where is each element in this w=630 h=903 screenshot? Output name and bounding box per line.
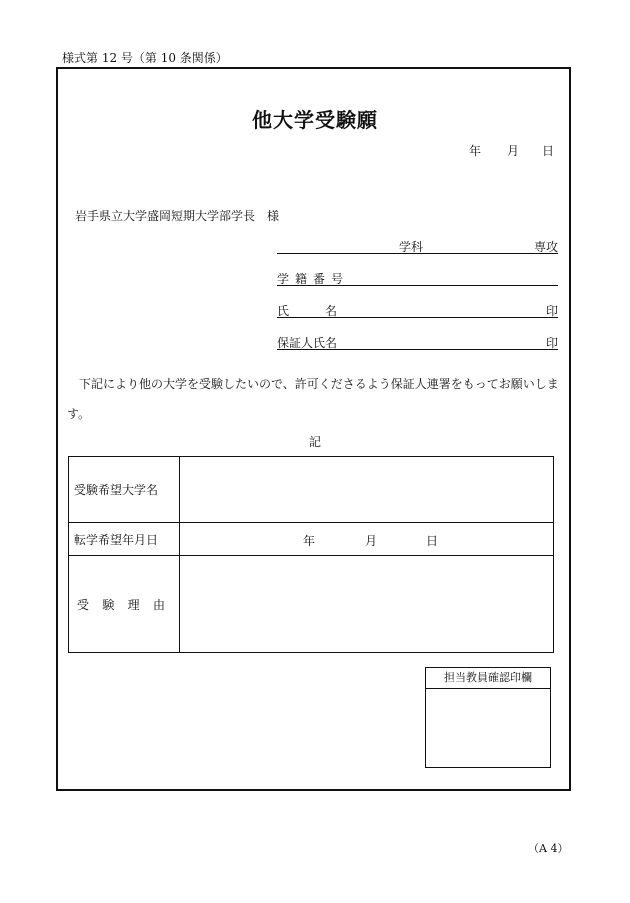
name-label-b: 名	[325, 304, 338, 318]
name-seal: 印	[546, 304, 559, 318]
date-day: 日	[542, 144, 555, 158]
transfer-year: 年	[303, 534, 316, 548]
reason-char: 受	[77, 597, 90, 612]
student-id-label: 学籍番号	[277, 272, 350, 286]
reason-char: 験	[102, 597, 115, 612]
request-text: 下記により他の大学を受験したいので、許可くださるよう保証人連署をもってお願いします。	[67, 377, 559, 421]
table-row	[69, 523, 554, 556]
univ-input[interactable]	[180, 457, 554, 523]
table-row	[69, 556, 554, 653]
reason-char: 由	[152, 597, 165, 612]
transfer-date-input[interactable]	[180, 523, 554, 556]
date-month: 月	[507, 144, 520, 158]
name-line[interactable]	[277, 303, 558, 318]
reason-char: 理	[127, 597, 140, 612]
department-label: 学科	[399, 240, 424, 254]
application-table	[68, 456, 554, 653]
reason-input[interactable]	[180, 556, 554, 653]
addressee: 岩手県立大学盛岡短期大学部学長 様	[75, 209, 280, 223]
table-row	[69, 457, 554, 523]
ki-heading: 記	[308, 435, 321, 449]
paper-size: （A 4）	[528, 842, 569, 855]
page-title: 他大学受験願	[252, 108, 378, 132]
name-label-a: 氏	[277, 304, 290, 318]
guarantor-seal: 印	[546, 336, 559, 350]
transfer-day: 日	[426, 534, 439, 548]
transfer-month: 月	[365, 534, 378, 548]
reason-label	[69, 556, 180, 653]
teacher-seal-label: 担当教員確認印欄	[426, 668, 550, 689]
transfer-label: 転学希望年月日	[69, 523, 180, 556]
date-year: 年	[469, 144, 482, 158]
form-number: 様式第 12 号（第 10 条関係）	[62, 51, 228, 65]
guarantor-label: 保証人氏名	[277, 336, 338, 350]
teacher-seal-box[interactable]	[425, 667, 551, 768]
major-label: 専攻	[534, 240, 559, 254]
univ-label: 受験希望大学名	[69, 457, 180, 523]
